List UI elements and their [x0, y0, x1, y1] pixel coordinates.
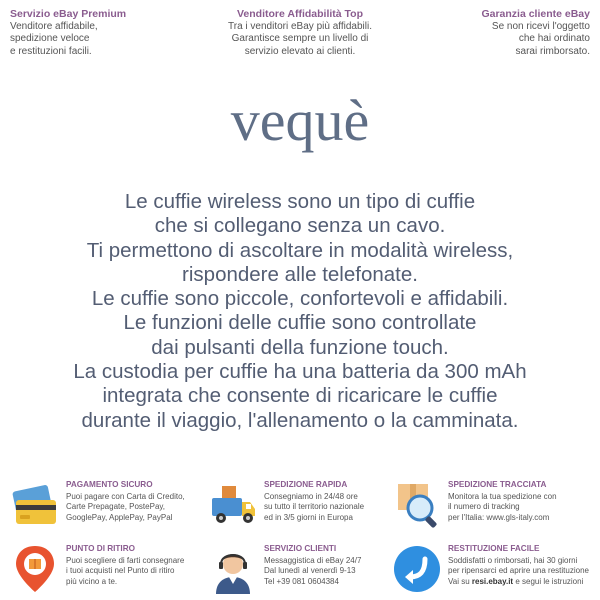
feature-pickup-point	[4, 544, 204, 600]
feature-title: SERVIZIO CLIENTI	[264, 544, 337, 553]
customer-service-icon	[208, 544, 258, 594]
description-line: Le cuffie sono piccole, confortevoli e affidabili.	[91, 287, 509, 311]
description-line: Le cuffie wireless sono un tipo di cuffie	[124, 190, 476, 213]
description-line: che si collegano senza un cavo.	[154, 214, 446, 238]
feature-tracked-shipping	[386, 480, 586, 536]
description-line: Ti permettono di ascoltare in modalità wireless,	[86, 238, 514, 262]
premium-service-info	[10, 8, 180, 58]
magnifier-package-icon	[392, 480, 442, 530]
returns-site-link[interactable]: resi.ebay.it	[471, 576, 514, 586]
description-line: La custodia per cuffie ha una batteria da 300 mAh	[73, 360, 527, 384]
feature-line: più vicino a te.	[66, 576, 118, 586]
feature-secure-payment	[4, 480, 204, 536]
feature-fast-shipping	[202, 480, 402, 536]
description-line: Le funzioni delle cuffie sono controllate	[123, 311, 477, 335]
feature-line: i tuoi acquisti nel Punto di ritiro	[66, 566, 175, 576]
feature-line: Soddisfatti o rimborsati, hai 30 giorni	[448, 556, 578, 566]
premium-service-line: Venditore affidabile,	[10, 20, 98, 32]
returns-instructions-post: e segui le istruzioni	[513, 576, 584, 586]
premium-service-line: spedizione veloce	[10, 33, 90, 44]
feature-line: per ripensarci ed aprire una restituzione	[448, 566, 589, 576]
feature-line: Puoi pagare con Carta di Credito,	[66, 492, 185, 502]
feature-title: RESTITUZIONE FACILE	[448, 544, 540, 553]
feature-title: PAGAMENTO SICURO	[66, 480, 153, 489]
feature-line: Monitora la tua spedizione con	[448, 492, 557, 502]
feature-line: GooglePay, ApplePay, PayPal	[66, 512, 173, 522]
top-seller-info	[195, 8, 405, 58]
feature-line: Tel +39 081 0604384	[264, 576, 339, 586]
returns-instructions-pre: Vai su	[448, 576, 472, 586]
customer-guarantee-line: che hai ordinato	[518, 33, 590, 44]
feature-customer-service	[202, 544, 402, 600]
premium-service-title: Servizio eBay Premium	[10, 8, 127, 20]
feature-line: per l'Italia: www.gls-italy.com	[448, 512, 550, 522]
feature-line: Consegniamo in 24/48 ore	[264, 492, 358, 502]
feature-line: su tutto il territorio nazionale	[264, 502, 365, 512]
feature-line: ed in 3/5 giorni in Europa	[264, 512, 353, 522]
customer-guarantee-title: Garanzia cliente eBay	[481, 8, 590, 20]
top-seller-line: servizio elevato ai clienti.	[244, 45, 356, 57]
return-arrow-icon	[392, 544, 442, 594]
credit-card-icon	[10, 480, 60, 530]
brand-wordmark: vequè	[230, 92, 370, 153]
customer-guarantee-info	[420, 8, 590, 58]
feature-line: Puoi scegliere di farti consegnare	[66, 556, 185, 566]
feature-line: il numero di tracking	[448, 502, 520, 512]
customer-guarantee-line: sarai rimborsato.	[515, 45, 590, 57]
returns-instructions	[448, 577, 589, 587]
customer-guarantee-line: Se non ricevi l'oggetto	[491, 20, 590, 32]
location-pin-icon	[10, 544, 60, 594]
feature-line: Dal lunedì al venerdì 9-13	[264, 566, 356, 576]
feature-easy-returns	[386, 544, 589, 600]
delivery-truck-icon	[208, 480, 258, 530]
top-seller-title: Venditore Affidabilità Top	[237, 8, 363, 20]
feature-title: SPEDIZIONE TRACCIATA	[448, 480, 547, 489]
vequ-brand-logo	[0, 92, 600, 172]
feature-title: SPEDIZIONE RAPIDA	[264, 480, 348, 489]
product-description	[0, 190, 600, 433]
top-seller-line: Garantisce sempre un livello di	[231, 33, 369, 44]
top-seller-line: Tra i venditori eBay più affidabili.	[228, 20, 372, 32]
description-line: integrata che consente di ricaricare le cuffie	[102, 384, 498, 408]
feature-line: Carte Prepagate, PostePay,	[66, 502, 166, 512]
description-line: rispondere alle telefonate.	[182, 262, 418, 286]
premium-service-line: e restituzioni facili.	[10, 45, 92, 57]
description-line: durante il viaggio, l'allenamento o la camminata.	[81, 408, 519, 432]
description-line: dai pulsanti della funzione touch.	[151, 335, 449, 359]
feature-title: PUNTO DI RITIRO	[66, 544, 135, 553]
feature-line: Messaggistica di eBay 24/7	[264, 556, 362, 566]
